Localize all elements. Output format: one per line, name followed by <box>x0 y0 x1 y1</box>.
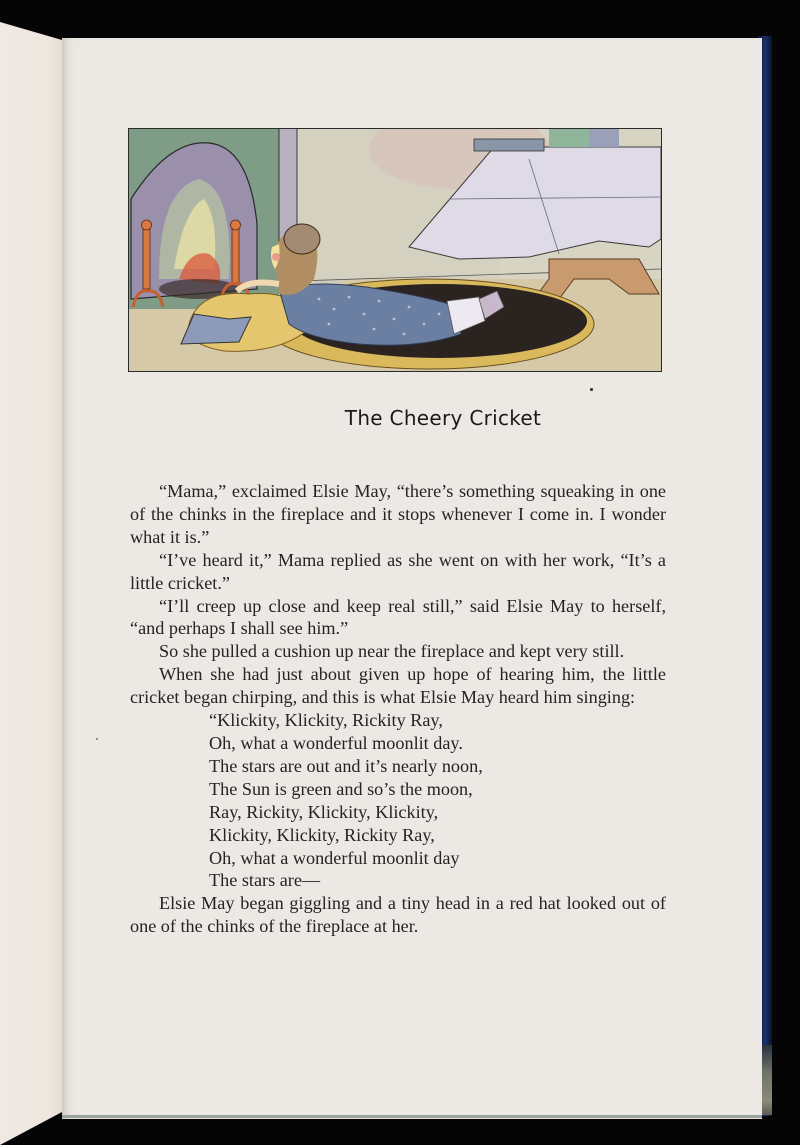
poem-line: Klickity, Klickity, Rickity Ray, <box>209 824 435 845</box>
fireplace-illustration <box>128 128 662 372</box>
paragraph: So she pulled a cushion up near the fireplace and kept very still. <box>159 641 625 662</box>
book-page <box>62 38 762 1119</box>
story-title: The Cheery Cricket <box>344 406 542 430</box>
poem-line: The Sun is green and so’s the moon, <box>209 778 473 799</box>
paragraph: “I’ve heard it,” Mama replied as she went on with her work, “It’s a little cricket.” <box>130 549 666 593</box>
paper-speck <box>96 738 98 740</box>
poem-line: The stars are— <box>209 870 321 891</box>
closing-paragraph: Elsie May began giggling and a tiny head in a red hat looked out of one of the chinks of the fireplace at her. <box>130 893 666 937</box>
poem-line: “Klickity, Klickity, Rickity Ray, <box>209 710 443 731</box>
facing-left-page <box>0 22 62 1145</box>
paper-speck <box>590 388 593 391</box>
poem-line: Ray, Rickity, Klickity, Klickity, <box>209 801 439 822</box>
story-body <box>130 480 666 938</box>
page-edge <box>62 1115 762 1118</box>
paragraph: When she had just about given up hope of hearing him, the little cricket began chirping, and this is what Elsie May heard him singing: <box>130 664 666 708</box>
cricket-song <box>130 709 666 892</box>
poem-line: Oh, what a wonderful moonlit day <box>209 847 460 868</box>
poem-line: Oh, what a wonderful moonlit day. <box>209 732 463 753</box>
poem-line: The stars are out and it’s nearly noon, <box>209 755 483 776</box>
paragraph: “Mama,” exclaimed Elsie May, “there’s something squeaking in one of the chinks in the fireplace and it stops whenever I come in. I wonder what it is.” <box>130 481 666 547</box>
paragraph: “I’ll creep up close and keep real still,” said Elsie May to herself, “and perhaps I shall see him.” <box>130 595 666 639</box>
